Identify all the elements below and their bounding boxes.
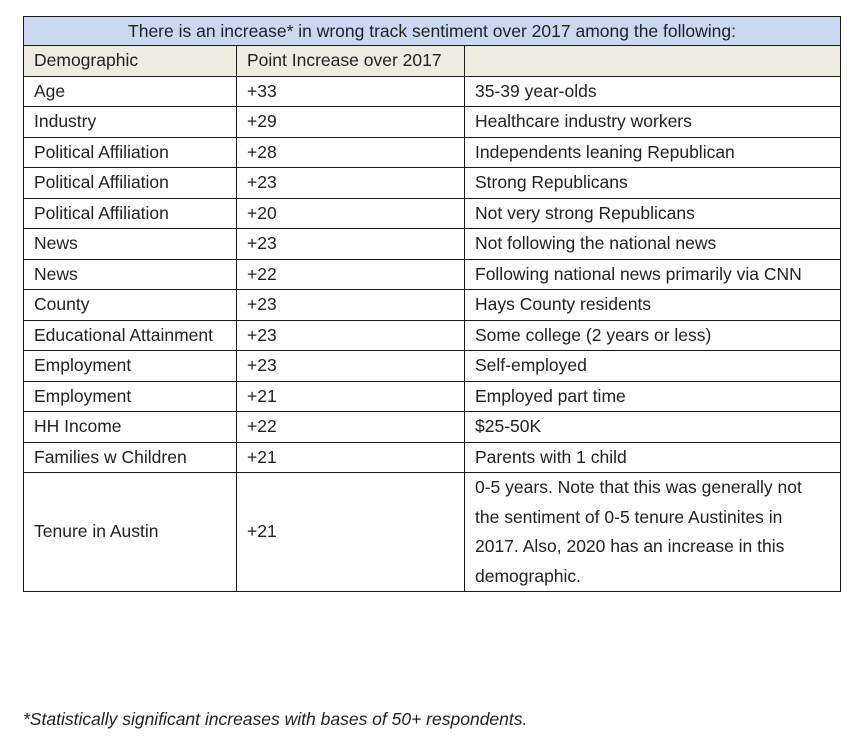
demographic-cell: Industry <box>24 107 237 138</box>
table-row <box>24 412 841 443</box>
table-row <box>24 473 841 592</box>
demographic-cell: County <box>24 290 237 321</box>
demographic-cell: Age <box>24 76 237 107</box>
table-row <box>24 229 841 260</box>
table-row <box>24 137 841 168</box>
increase-cell: +21 <box>237 381 465 412</box>
column-header-detail <box>465 46 841 77</box>
demographic-cell: Educational Attainment <box>24 320 237 351</box>
table-row <box>24 442 841 473</box>
detail-cell: $25-50K <box>465 412 841 443</box>
column-header-row <box>24 46 841 77</box>
sentiment-table <box>23 16 841 592</box>
increase-cell: +23 <box>237 168 465 199</box>
increase-cell: +23 <box>237 290 465 321</box>
demographic-cell: Employment <box>24 381 237 412</box>
detail-cell: 0-5 years. Note that this was generally not the sentiment of 0-5 tenure Austinites in 2017. Also, 2020 has an increase in this demographic. <box>465 473 841 592</box>
column-header-increase: Point Increase over 2017 <box>237 46 465 77</box>
table-banner-row <box>24 17 841 46</box>
table-row <box>24 381 841 412</box>
increase-cell: +20 <box>237 198 465 229</box>
column-header-demographic: Demographic <box>24 46 237 77</box>
sentiment-table-container <box>23 16 840 592</box>
table-row <box>24 351 841 382</box>
increase-cell: +33 <box>237 76 465 107</box>
detail-cell: Self-employed <box>465 351 841 382</box>
table-row <box>24 320 841 351</box>
demographic-cell: HH Income <box>24 412 237 443</box>
increase-cell: +22 <box>237 259 465 290</box>
increase-cell: +23 <box>237 229 465 260</box>
table-row <box>24 198 841 229</box>
table-row <box>24 76 841 107</box>
increase-cell: +23 <box>237 320 465 351</box>
demographic-cell: Political Affiliation <box>24 168 237 199</box>
increase-cell: +28 <box>237 137 465 168</box>
demographic-cell: News <box>24 229 237 260</box>
table-row <box>24 168 841 199</box>
footnote: *Statistically significant increases with bases of 50+ respondents. <box>23 709 528 729</box>
detail-cell: Hays County residents <box>465 290 841 321</box>
detail-cell: Parents with 1 child <box>465 442 841 473</box>
detail-cell: Not very strong Republicans <box>465 198 841 229</box>
demographic-cell: Families w Children <box>24 442 237 473</box>
detail-cell: Strong Republicans <box>465 168 841 199</box>
increase-cell: +29 <box>237 107 465 138</box>
detail-cell: Independents leaning Republican <box>465 137 841 168</box>
increase-cell: +23 <box>237 351 465 382</box>
detail-cell: Some college (2 years or less) <box>465 320 841 351</box>
demographic-cell: Political Affiliation <box>24 137 237 168</box>
detail-cell: Not following the national news <box>465 229 841 260</box>
table-banner: There is an increase* in wrong track sentiment over 2017 among the following: <box>24 17 841 46</box>
detail-cell: Healthcare industry workers <box>465 107 841 138</box>
table-row <box>24 107 841 138</box>
table-row <box>24 290 841 321</box>
increase-cell: +21 <box>237 442 465 473</box>
increase-cell: +22 <box>237 412 465 443</box>
detail-cell: Employed part time <box>465 381 841 412</box>
increase-cell: +21 <box>237 473 465 592</box>
demographic-cell: Political Affiliation <box>24 198 237 229</box>
demographic-cell: News <box>24 259 237 290</box>
detail-cell: 35-39 year-olds <box>465 76 841 107</box>
detail-cell: Following national news primarily via CNN <box>465 259 841 290</box>
demographic-cell: Employment <box>24 351 237 382</box>
table-row <box>24 259 841 290</box>
demographic-cell: Tenure in Austin <box>24 473 237 592</box>
